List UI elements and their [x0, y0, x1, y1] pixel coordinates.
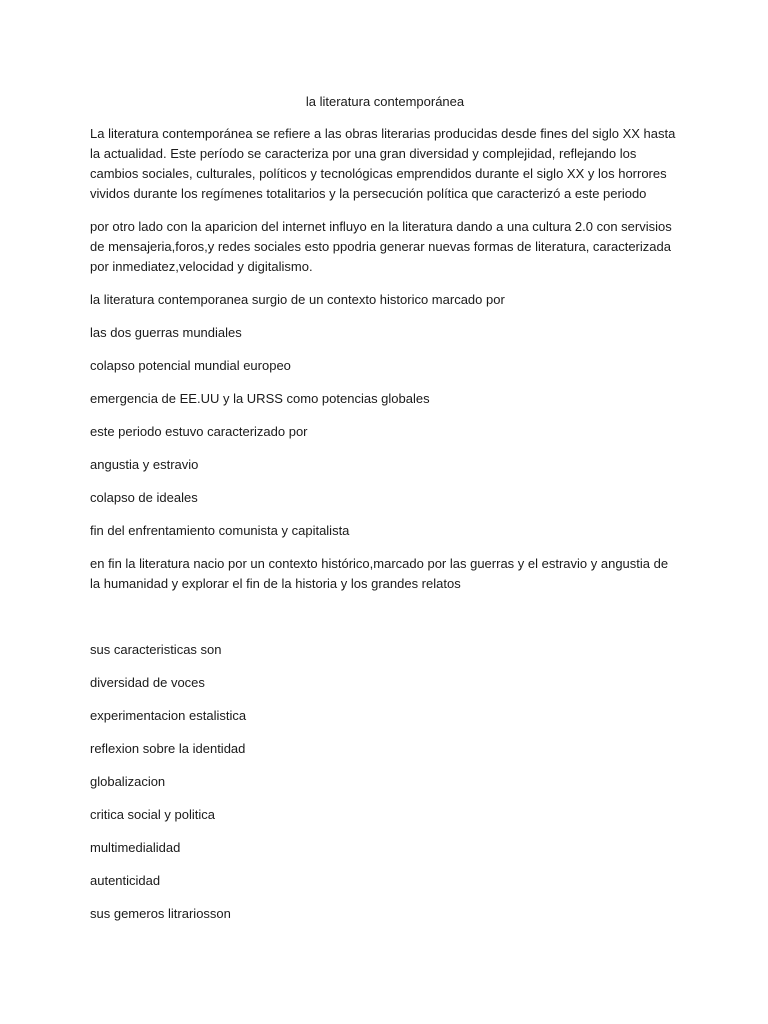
list-item: colapso potencial mundial europeo — [90, 358, 291, 373]
characteristic-item: sus gemeros litrariosson — [90, 906, 231, 921]
characteristic-item: experimentacion estalistica — [90, 708, 247, 723]
characteristic-item: multimedialidad — [90, 840, 181, 855]
paragraph-period-intro: este periodo estuvo caracterizado por — [90, 424, 308, 439]
list-item: fin del enfrentamiento comunista y capitalista — [90, 523, 350, 538]
paragraph-intro: La literatura contemporánea se refiere a las obras literarias producidas desde fines del siglo XX hasta la actualidad. Este período se caracteriza por una gran diversidad y complejidad, reflejando los cambios sociales, culturales, políticos y tecnológicas emprendidos durante el siglo XX y los horrores vividos durante los regímenes totalitarios y la persecución política que caracterizó a este periodo — [90, 126, 676, 201]
list-item: colapso de ideales — [90, 490, 198, 505]
characteristic-item: critica social y politica — [90, 807, 215, 822]
blank-line — [90, 607, 680, 627]
document-title: la literatura contemporánea — [305, 94, 465, 109]
list-item: angustia y estravio — [90, 457, 199, 472]
paragraph-conclusion: en fin la literatura nacio por un contexto histórico,marcado por las guerras y el estravio y angustia de la humanidad y explorar el fin de la historia y los grandes relatos — [90, 556, 669, 591]
paragraph-internet: por otro lado con la aparicion del internet influyo en la literatura dando a una cultura 2.0 con servisios de mensajeria,foros,y redes sociales esto ppodria generar nuevas formas de literatura, caracterizada por inmediatez,velocidad y digitalismo. — [90, 219, 672, 274]
characteristic-item: autenticidad — [90, 873, 161, 888]
characteristic-item: reflexion sobre la identidad — [90, 741, 246, 756]
list-item: emergencia de EE.UU y la URSS como potencias globales — [90, 391, 430, 406]
list-item: las dos guerras mundiales — [90, 325, 242, 340]
characteristics-heading: sus caracteristicas son — [90, 642, 222, 657]
paragraph-context-intro: la literatura contemporanea surgio de un contexto historico marcado por — [90, 292, 505, 307]
characteristic-item: globalizacion — [90, 774, 166, 789]
characteristic-item: diversidad de voces — [90, 675, 205, 690]
document-body — [90, 92, 680, 937]
